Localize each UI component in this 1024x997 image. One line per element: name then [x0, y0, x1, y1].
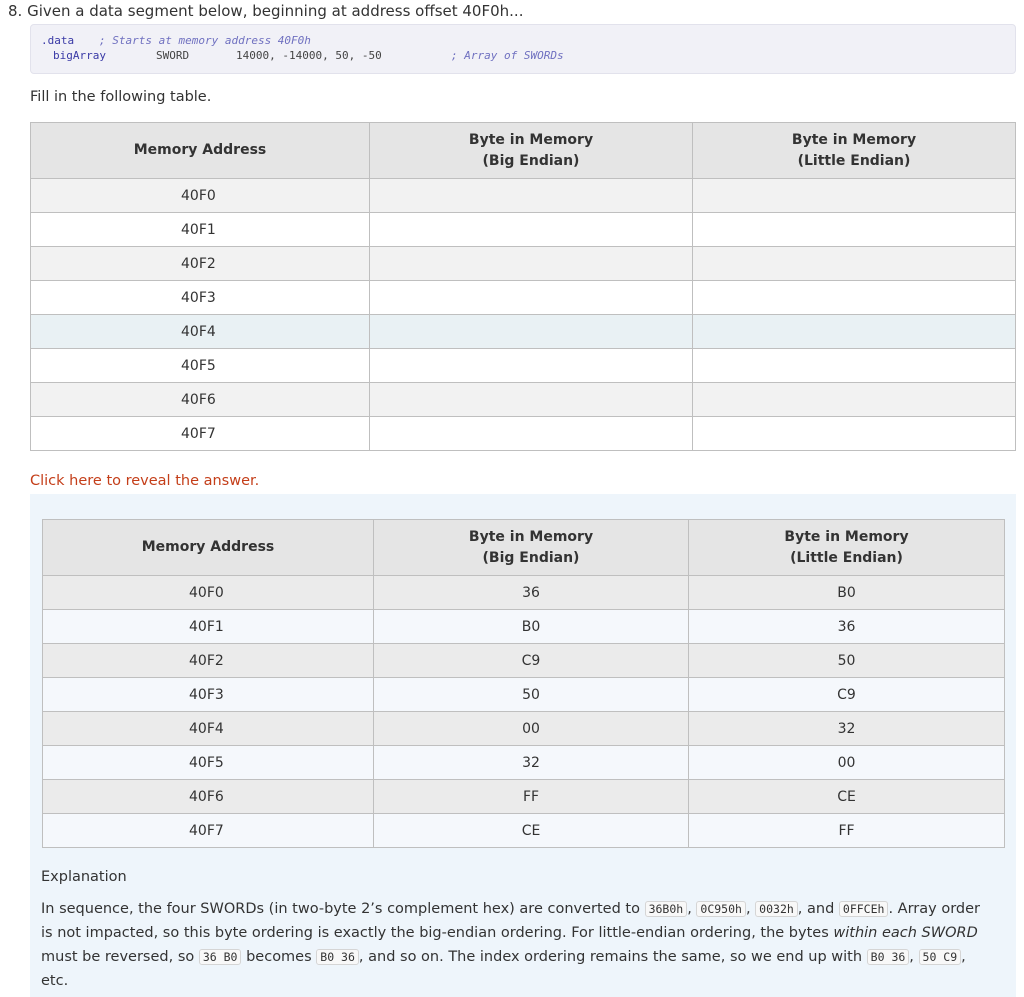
answer-address-cell: 40F1: [43, 610, 374, 644]
answer-row: [43, 712, 1005, 746]
answer-little-endian-cell: 32: [689, 712, 1005, 746]
code-label: bigArray: [53, 49, 106, 62]
little-endian-cell[interactable]: [693, 247, 1016, 281]
answer-big-endian-cell: 36: [374, 576, 689, 610]
address-cell: 40F0: [31, 179, 370, 213]
answer-address-cell: 40F4: [43, 712, 374, 746]
answer-little-endian-cell: C9: [689, 678, 1005, 712]
answer-big-endian-cell: 50: [374, 678, 689, 712]
answer-little-endian-cell: 50: [689, 644, 1005, 678]
answer-big-endian-cell: CE: [374, 814, 689, 848]
header-little-endian-line1: Byte in Memory: [791, 131, 917, 148]
code-chip: B0 36: [316, 949, 359, 965]
explanation-title: Explanation: [41, 869, 127, 885]
code-chip: B0 36: [867, 949, 910, 965]
answer-big-endian-cell: 00: [374, 712, 689, 746]
answer-row: [43, 780, 1005, 814]
answer-address-cell: 40F7: [43, 814, 374, 848]
answer-address-cell: 40F3: [43, 678, 374, 712]
big-endian-cell[interactable]: [370, 315, 693, 349]
explanation-part: ,: [687, 901, 697, 917]
explanation-part: In sequence, the four SWORDs (in two-byte 2’s complement hex) are converted to: [41, 901, 645, 917]
reveal-answer-link[interactable]: Click here to reveal the answer.: [30, 473, 260, 489]
answer-big-endian-cell: 32: [374, 746, 689, 780]
header-memory-address: [31, 123, 370, 179]
code-directive: .data: [41, 34, 75, 47]
answer-row: [43, 678, 1005, 712]
answer-header-big-endian-line1: Byte in Memory: [468, 528, 594, 545]
table-row: [31, 281, 1016, 315]
explanation-text: [41, 897, 991, 993]
header-big-endian-line2: (Big Endian): [482, 152, 580, 169]
answer-little-endian-cell: 36: [689, 610, 1005, 644]
answer-little-endian-cell: FF: [689, 814, 1005, 848]
answer-row: [43, 644, 1005, 678]
answer-big-endian-cell: FF: [374, 780, 689, 814]
address-cell: 40F3: [31, 281, 370, 315]
table-row: [31, 349, 1016, 383]
code-chip: 36 B0: [199, 949, 242, 965]
question-title: 8. Given a data segment below, beginning at address offset 40F0h...: [8, 2, 524, 20]
little-endian-cell[interactable]: [693, 383, 1016, 417]
table-row: [31, 417, 1016, 451]
explanation-part: ,: [909, 949, 919, 965]
answer-row: [43, 814, 1005, 848]
explanation-part: . Array order is not impacted, so this byte ordering is exactly the big-endian ordering. For little-endian ordering, the bytes: [41, 901, 980, 941]
table-row: [31, 247, 1016, 281]
code-comment-array: ; Array of SWORDs: [451, 49, 564, 62]
code-chip: 0FFCEh: [839, 901, 889, 917]
answer-address-cell: 40F6: [43, 780, 374, 814]
address-cell: 40F7: [31, 417, 370, 451]
answer-header-little-endian: [689, 520, 1005, 576]
code-chip: 0032h: [755, 901, 798, 917]
explanation-part: , and: [797, 901, 839, 917]
little-endian-cell[interactable]: [693, 213, 1016, 247]
answer-row: [43, 576, 1005, 610]
answer-header-little-endian-line1: Byte in Memory: [784, 528, 909, 545]
answer-address-cell: 40F5: [43, 746, 374, 780]
code-chip: 50 C9: [919, 949, 962, 965]
big-endian-cell[interactable]: [370, 179, 693, 213]
table-row: [31, 213, 1016, 247]
header-big-endian: [370, 123, 693, 179]
little-endian-cell[interactable]: [693, 417, 1016, 451]
header-big-endian-line1: Byte in Memory: [468, 131, 594, 148]
big-endian-cell[interactable]: [370, 383, 693, 417]
address-cell: 40F6: [31, 383, 370, 417]
answer-little-endian-cell: 00: [689, 746, 1005, 780]
answer-panel: [30, 494, 1016, 997]
explanation-part: must be reversed, so: [41, 949, 199, 965]
header-memory-address-label: Memory Address: [133, 142, 267, 158]
table-row: [31, 383, 1016, 417]
answer-header-little-endian-line2: (Little Endian): [790, 549, 903, 566]
big-endian-cell[interactable]: [370, 417, 693, 451]
answer-little-endian-cell: B0: [689, 576, 1005, 610]
answer-header-big-endian-line2: (Big Endian): [482, 549, 580, 566]
code-comment-start-address: ; Starts at memory address 40F0h: [99, 34, 311, 47]
answer-address-cell: 40F2: [43, 644, 374, 678]
code-values: 14000, -14000, 50, -50: [236, 49, 382, 62]
big-endian-cell[interactable]: [370, 281, 693, 315]
address-cell: 40F4: [31, 315, 370, 349]
little-endian-cell[interactable]: [693, 281, 1016, 315]
table-row: [31, 315, 1016, 349]
code-type: SWORD: [156, 49, 190, 62]
big-endian-cell[interactable]: [370, 349, 693, 383]
header-little-endian: [693, 123, 1016, 179]
address-cell: 40F5: [31, 349, 370, 383]
little-endian-cell[interactable]: [693, 179, 1016, 213]
header-little-endian-line2: (Little Endian): [797, 152, 911, 169]
explanation-part: , and so on. The index ordering remains the same, so we end up with: [358, 949, 867, 965]
code-block: [30, 24, 1016, 74]
explanation-part: becomes: [241, 949, 317, 965]
big-endian-cell[interactable]: [370, 247, 693, 281]
instruction-text: Fill in the following table.: [30, 89, 212, 105]
answer-header-big-endian: [374, 520, 689, 576]
answer-row: [43, 610, 1005, 644]
answer-big-endian-cell: B0: [374, 610, 689, 644]
address-cell: 40F2: [31, 247, 370, 281]
code-chip: 0C950h: [696, 901, 746, 917]
explanation-part: ,: [745, 901, 756, 917]
answer-header-memory-address: [43, 520, 374, 576]
answer-address-cell: 40F0: [43, 576, 374, 610]
table-row: [31, 179, 1016, 213]
answer-big-endian-cell: C9: [374, 644, 689, 678]
little-endian-cell[interactable]: [693, 349, 1016, 383]
address-cell: 40F1: [31, 213, 370, 247]
answer-table: [42, 519, 1005, 848]
little-endian-cell[interactable]: [693, 315, 1016, 349]
answer-header-memory-address-label: Memory Address: [141, 539, 275, 555]
answer-row: [43, 746, 1005, 780]
explanation-emphasis: within each SWORD: [833, 925, 978, 941]
answer-little-endian-cell: CE: [689, 780, 1005, 814]
fill-in-table: [30, 122, 1016, 451]
explanation-part: , etc.: [41, 949, 966, 989]
big-endian-cell[interactable]: [370, 213, 693, 247]
code-chip: 36B0h: [645, 901, 688, 917]
